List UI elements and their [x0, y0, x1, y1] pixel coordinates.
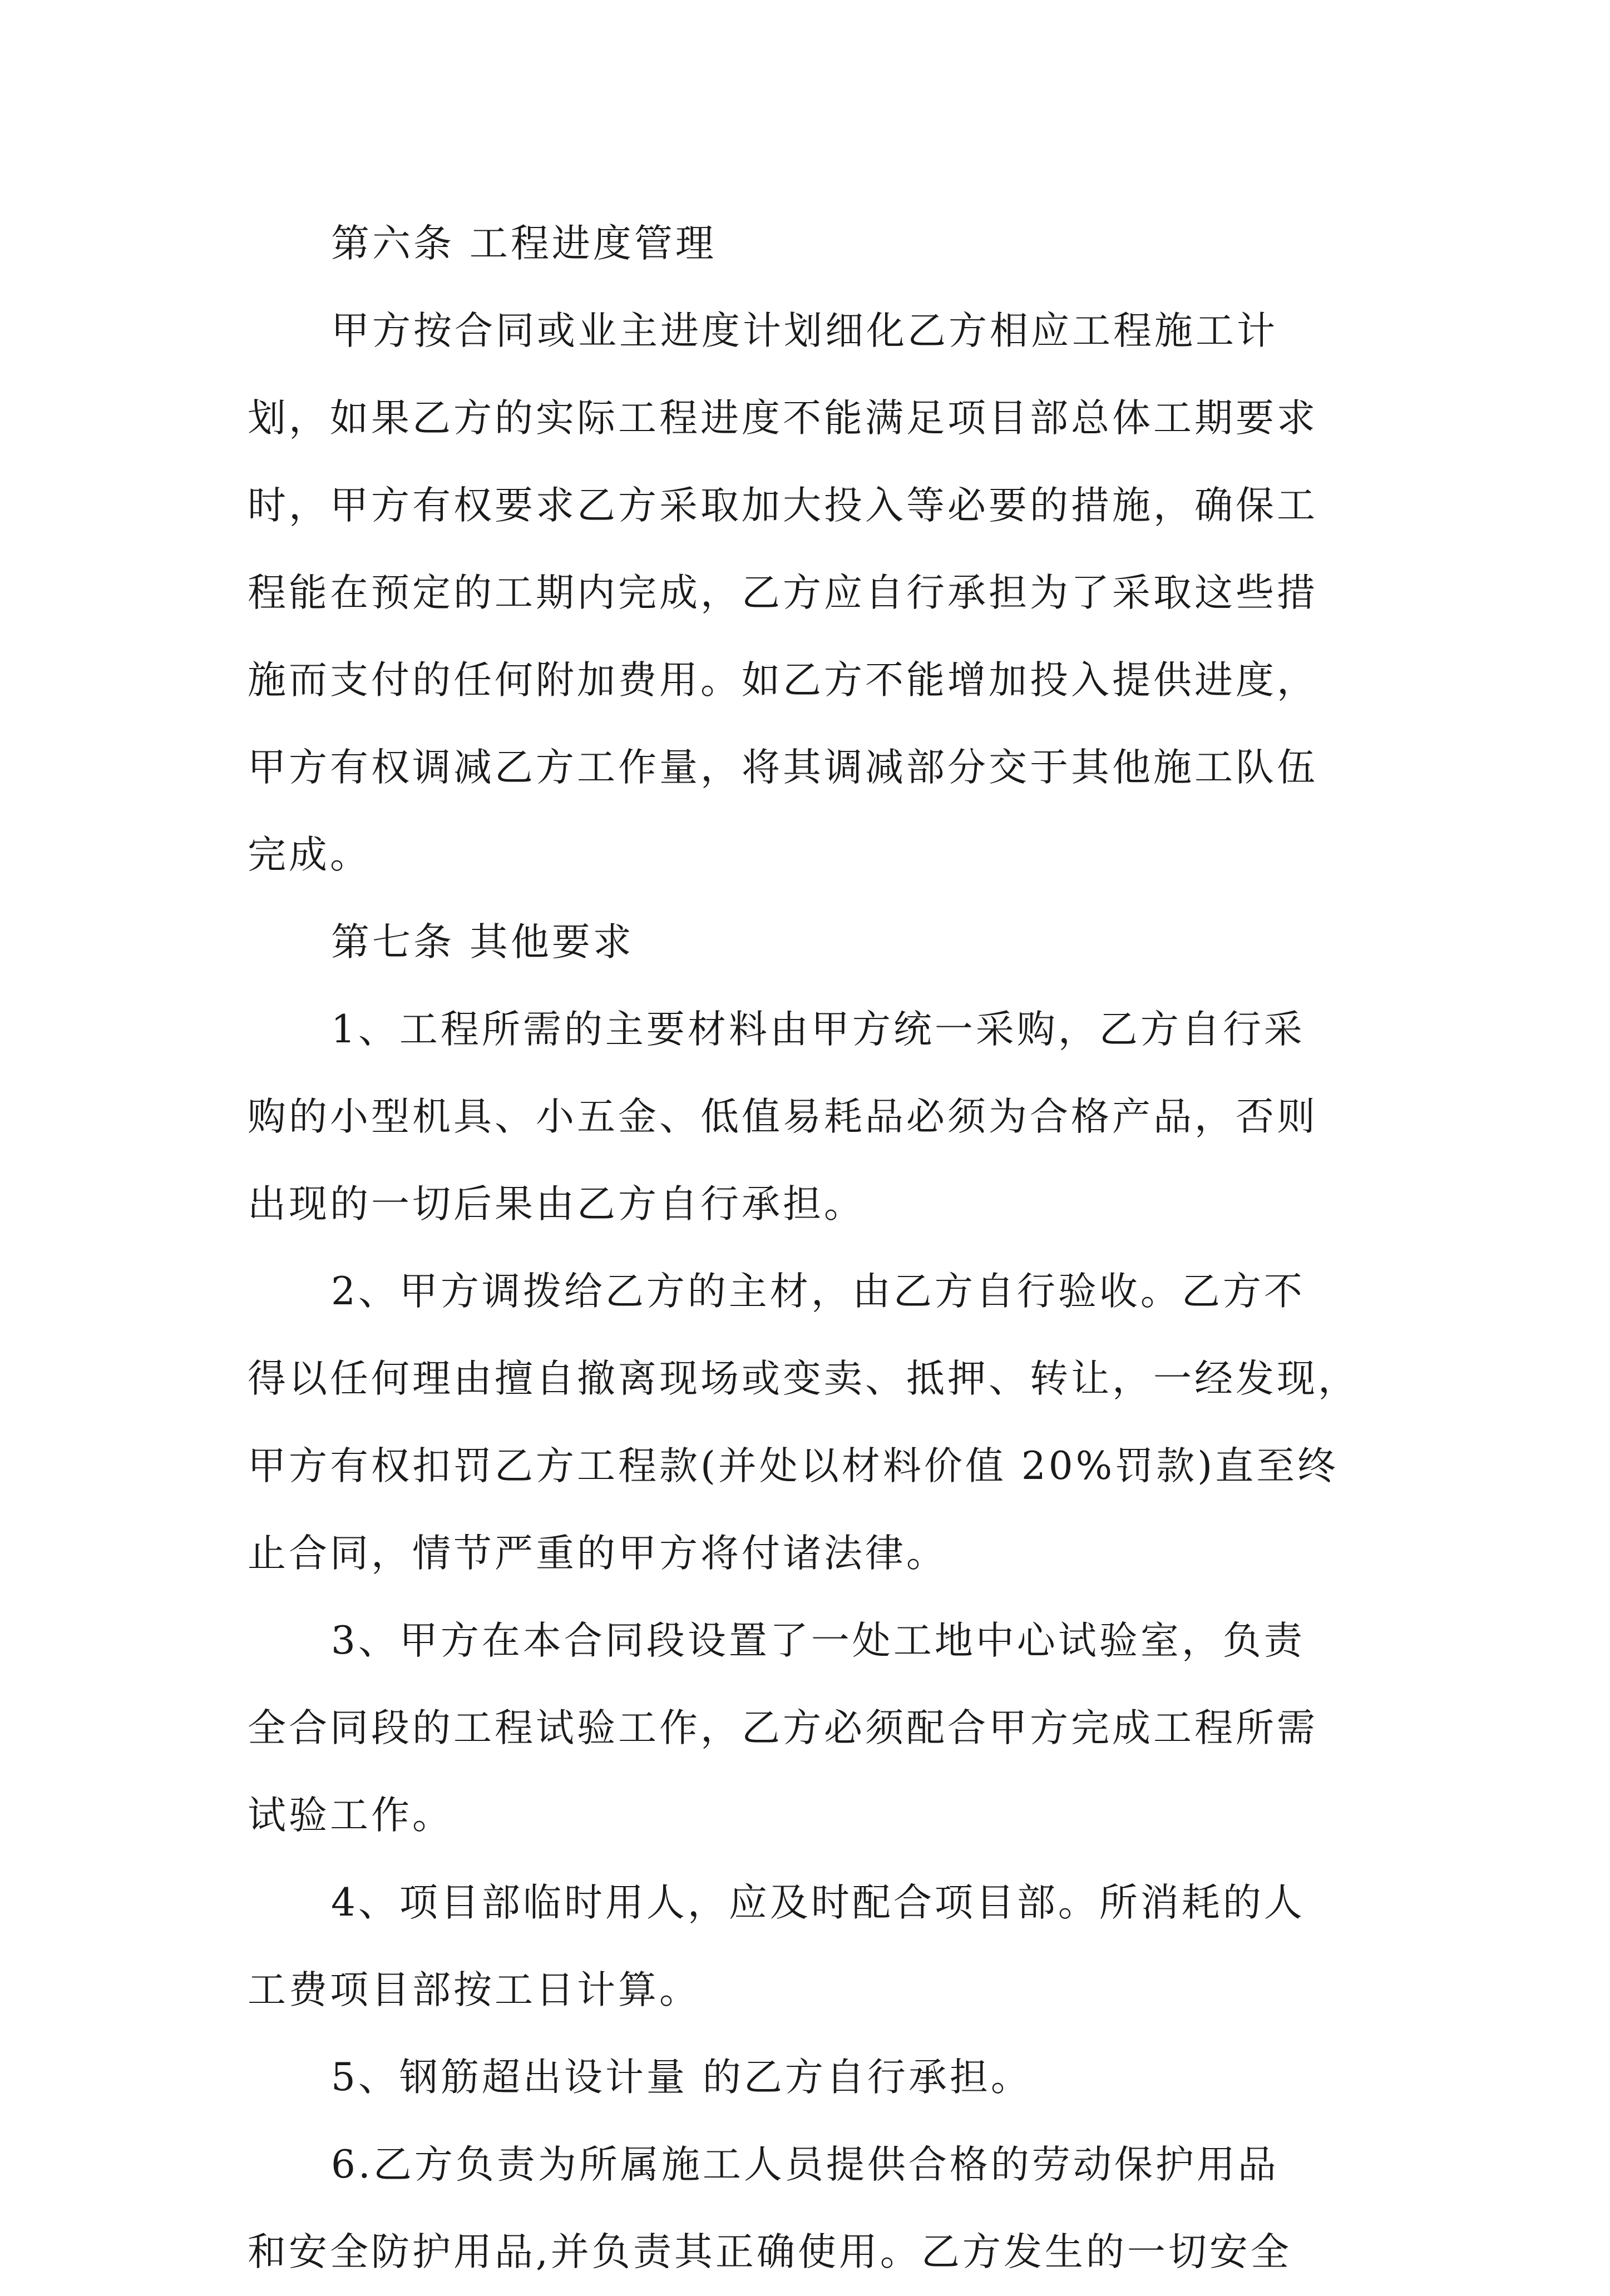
paragraph-line: 全合同段的工程试验工作，乙方必须配合甲方完成工程所需: [248, 1706, 1318, 1750]
paragraph-line: 工费项目部按工日计算。: [248, 1968, 700, 2012]
paragraph-line: 2、甲方调拨给乙方的主材，由乙方自行验收。乙方不: [331, 1269, 1305, 1314]
article-6-heading: 第六条 工程进度管理: [331, 221, 717, 266]
paragraph-line: 甲方按合同或业主进度计划细化乙方相应工程施工计: [331, 309, 1278, 353]
paragraph-line: 1、工程所需的主要材料由甲方统一采购，乙方自行采: [331, 1007, 1305, 1052]
document-page: [248, 200, 1377, 2296]
paragraph-line: 4、项目部临时用人，应及时配合项目部。所消耗的人: [331, 1881, 1305, 1925]
paragraph-line: 3、甲方在本合同段设置了一处工地中心试验室，负责: [331, 1619, 1305, 1663]
paragraph-line: 试验工作。: [248, 1793, 453, 1838]
paragraph-line: 购的小型机具、小五金、低值易耗品必须为合格产品，否则: [248, 1095, 1318, 1139]
paragraph-line: 施而支付的任何附加费用。如乙方不能增加投入提供进度，: [248, 658, 1318, 702]
paragraph-line: 和安全防护用品,并负责其正确使用。乙方发生的一切安全: [248, 2230, 1292, 2274]
paragraph-line: 止合同，情节严重的甲方将付诸法律。: [248, 1531, 947, 1576]
paragraph-line: 5、钢筋超出设计量 的乙方自行承担。: [331, 2055, 1032, 2100]
paragraph-line: 完成。: [248, 833, 371, 877]
article-7-heading: 第七条 其他要求: [331, 920, 634, 964]
paragraph-line: 时，甲方有权要求乙方采取加大投入等必要的措施，确保工: [248, 483, 1318, 528]
paragraph-line: 出现的一切后果由乙方自行承担。: [248, 1182, 865, 1226]
paragraph-line: 程能在预定的工期内完成，乙方应自行承担为了采取这些措: [248, 571, 1318, 615]
paragraph-line: 划，如果乙方的实际工程进度不能满足项目部总体工期要求: [248, 396, 1318, 441]
paragraph-line: 得以任何理由擅自撤离现场或变卖、抵押、转让，一经发现，: [248, 1357, 1359, 1401]
paragraph-line: 甲方有权扣罚乙方工程款(并处以材料价值 20%罚款)直至终: [248, 1444, 1339, 1488]
paragraph-line: 甲方有权调减乙方工作量，将其调减部分交于其他施工队伍: [248, 745, 1318, 790]
paragraph-line: 6.乙方负责为所属施工人员提供合格的劳动保护用品: [331, 2142, 1279, 2187]
